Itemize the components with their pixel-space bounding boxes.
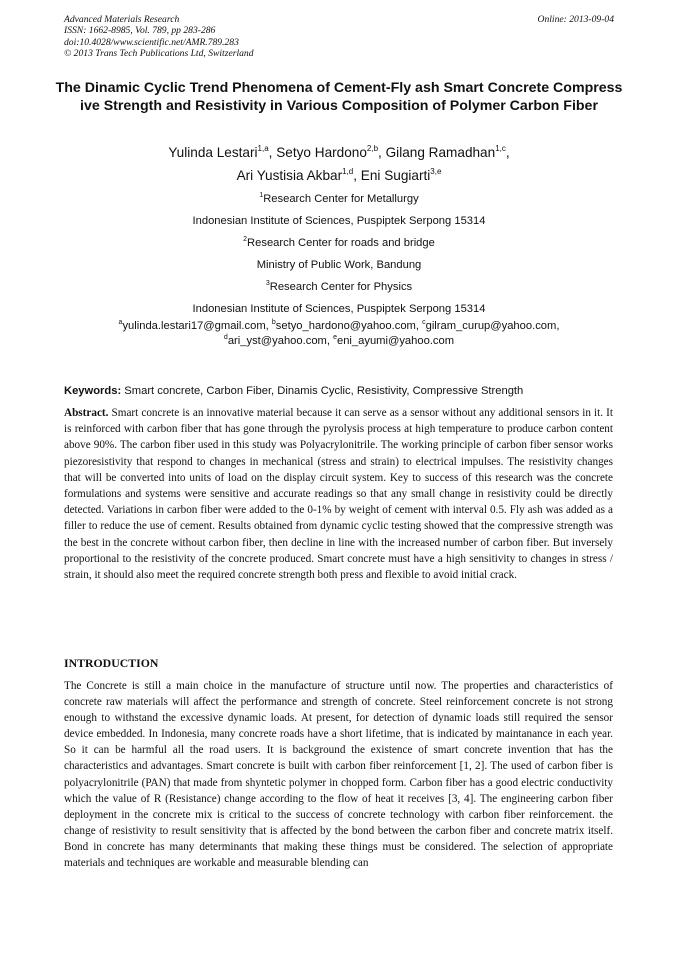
affiliation-sup: 1 bbox=[259, 192, 264, 199]
author-name: Gilang Ramadhan bbox=[385, 145, 496, 160]
journal-header bbox=[64, 14, 614, 60]
affiliation-sup: 2 bbox=[243, 236, 248, 243]
email-link[interactable]: setyo_hardono@yahoo.com, bbox=[275, 320, 423, 332]
email-link[interactable]: yulinda.lestari17@gmail.com, bbox=[122, 320, 272, 332]
author-sup: 1,c bbox=[495, 144, 506, 153]
copyright-line: © 2013 Trans Tech Publications Ltd, Switzerland bbox=[64, 48, 254, 60]
paper-title: The Dinamic Cyclic Trend Phenomena of Cement-Fly ash Smart Concrete Compress ive Strength and Resistivity in Various Composition of Polymer Carbon Fiber bbox=[55, 80, 623, 114]
email-sup: d bbox=[223, 333, 228, 341]
email-sup: a bbox=[118, 319, 123, 326]
author-name: Ari Yustisia Akbar bbox=[236, 168, 343, 183]
author-emails bbox=[40, 319, 638, 348]
email-line-1 bbox=[40, 319, 638, 334]
affiliation-3-name bbox=[40, 276, 638, 298]
affiliation-3-address: Indonesian Institute of Sciences, Puspiptek Serpong 15314 bbox=[192, 303, 486, 315]
affiliation-text: Research Center for Physics bbox=[269, 281, 413, 293]
abstract-text: Smart concrete is an innovative material because it can serve as a sensor without any additional sensors in it. It is reinforced with carbon fiber that has gone through the pyrolysis process at high temperature to produce carbon content above 90%. The carbon fiber used in this study was Polyacrylonitrile. The working principle of carbon fiber sensor works piezoresistivity that respond to changes in mechanical (stress and strain) to electrical impulses. The resistivity changes that will be converted into units of load on the display circuit system. Key to success of this research was the concrete formulations and systems were sensitive and accurate readings so that any small change in resistivity could be directly detected. Variations in carbon fiber were added to the 0-1% by weight of cement with interval 0.5. Fly ash was added as a filler to reduce the use of cement. Results obtained from dynamic cyclic testing showed that the compressive strength was the best in the concrete without carbon fiber, then decline in line with the increased number of carbon fiber. But inversely proportional to the resistivity of the concrete produced. Smart concrete must have a high sensitivity to changes in stress / strain, it should also meet the required concrete strength both press and flexible to avoid initial crack. bbox=[64, 407, 613, 582]
doi-line: doi:10.4028/www.scientific.net/AMR.789.283 bbox=[64, 36, 239, 48]
affiliation-text: Research Center for roads and bridge bbox=[247, 237, 435, 249]
affiliation-text: Research Center for Metallurgy bbox=[263, 193, 419, 205]
email-line-2 bbox=[40, 334, 638, 349]
email-sup: c bbox=[422, 319, 426, 326]
email-link[interactable]: ari_yst@yahoo.com, bbox=[227, 334, 334, 347]
keywords-text: Smart concrete, Carbon Fiber, Dinamis Cyclic, Resistivity, Compressive Strength bbox=[121, 385, 524, 397]
affiliation-sup: 3 bbox=[265, 280, 270, 287]
keywords-line bbox=[64, 384, 624, 398]
introduction-heading: INTRODUCTION bbox=[64, 656, 159, 670]
journal-name: Advanced Materials Research bbox=[64, 14, 180, 25]
issn-line: ISSN: 1662-8985, Vol. 789, pp 283-286 bbox=[64, 25, 216, 37]
online-date: Online: 2013-09-04 bbox=[537, 14, 614, 25]
author-sup: 1,d bbox=[342, 167, 354, 176]
abstract-paragraph bbox=[64, 405, 613, 583]
author-line-1 bbox=[40, 141, 638, 164]
author-name: Setyo Hardono bbox=[276, 145, 367, 160]
email-link[interactable]: gilram_curup@yahoo.com, bbox=[425, 320, 560, 332]
author-sup: 3,e bbox=[430, 167, 442, 176]
affiliation-2-name bbox=[40, 232, 638, 254]
introduction-paragraph: The Concrete is still a main choice in the manufacture of structure until now. The properties and characteristics of concrete raw materials will affect the performance and strength of concrete. Steel reinforcement concrete is not strong enough to withstand the excessive dynamic loads. At present, for detection of dynamic loads still required the sensor device embedded. In Indonesia, many concrete roads have a short lifetime, that is indicated by maintanance in each year. So it can be harmful all the road users. It is background the existence of smart concrete invention that has the characteristics and advantages. Smart concrete is built with carbon fiber reinforcement [1, 2]. The used of carbon fiber is polyacrylonitrile (PAN) that made from shyntetic polymer in chopped form. Carbon fiber has a good electric conductivity which the value of R (Resistance) change according to the flow of heat it receives [3, 4]. The engineering carbon fiber deployment in the concrete mix is critical to the success of concrete technology with carbon fiber reinforcement. the change of resistivity to result sensitivity that is affected by the bond between the carbon fiber and concrete matrix itself. Bond in concrete has many determinants that making these things must be considered. The selection of appropriate materials and techniques are workable and measurable blending can bbox=[64, 680, 613, 870]
affiliations bbox=[40, 188, 638, 320]
author-separator: , bbox=[378, 145, 386, 160]
email-link[interactable]: eni_ayumi@yahoo.com bbox=[336, 334, 455, 347]
author-separator: , bbox=[505, 145, 510, 160]
affiliation-1-address: Indonesian Institute of Sciences, Puspiptek Serpong 15314 bbox=[192, 215, 486, 227]
email-sup: b bbox=[271, 319, 276, 326]
author-list bbox=[40, 141, 638, 187]
author-name: Yulinda Lestari bbox=[168, 145, 258, 160]
author-name: Eni Sugiarti bbox=[360, 168, 431, 183]
author-sup: 1,a bbox=[257, 144, 269, 153]
keywords-label: Keywords: bbox=[64, 385, 122, 397]
author-separator: , bbox=[353, 168, 361, 183]
author-line-2 bbox=[40, 164, 638, 187]
email-sup: e bbox=[333, 333, 337, 341]
abstract-label: Abstract. bbox=[64, 407, 109, 419]
author-sup: 2,b bbox=[366, 144, 379, 153]
affiliation-2-address: Ministry of Public Work, Bandung bbox=[256, 259, 422, 271]
author-separator: , bbox=[268, 145, 277, 160]
affiliation-1-name bbox=[40, 188, 638, 210]
